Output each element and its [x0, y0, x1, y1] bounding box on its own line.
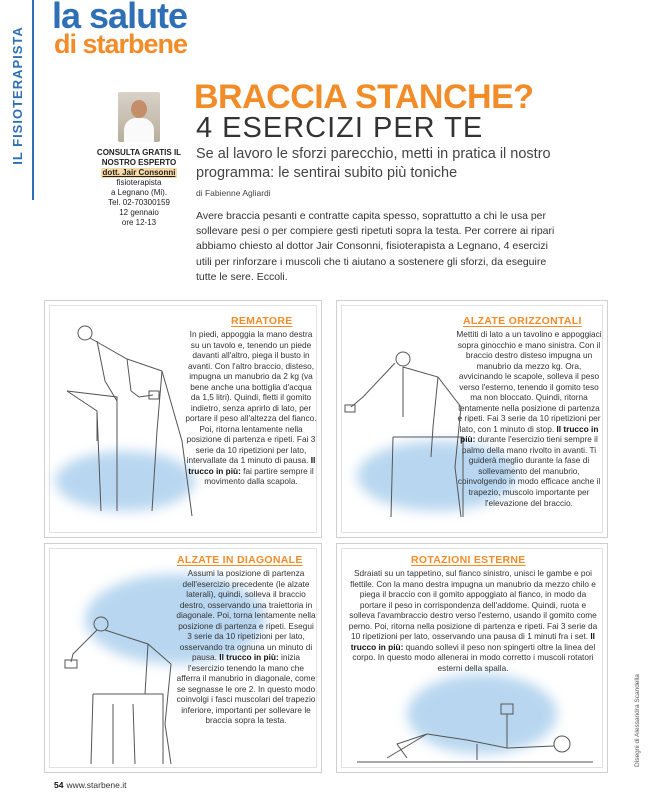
expert-city: a Legnano (Mi).: [110, 188, 168, 197]
exercise-card-rematore: [44, 300, 322, 538]
expert-name: dott. Jair Consonni: [102, 168, 176, 177]
rotazioni-esterne-illustration: [357, 674, 597, 769]
site-url: www.starbene.it: [66, 780, 127, 790]
expert-hours: ore 12-13: [121, 218, 157, 227]
page-number: 54: [54, 780, 64, 790]
page-footer: [54, 780, 126, 790]
illustration-credit: Disegni di Alessandra Scandella: [633, 673, 641, 767]
exercise-card-alzate-orizzontali: [336, 300, 608, 538]
alzate-diagonale-illustration: [53, 584, 193, 769]
expert-date: 12 gennaio: [119, 208, 159, 217]
article-title: BRACCIA STANCHE?: [194, 78, 534, 116]
expert-photo: [118, 92, 160, 142]
exercise-title: REMATORE: [231, 315, 293, 327]
exercise-card-rotazioni-esterne: [336, 543, 608, 773]
article-intro: Avere braccia pesanti e contratte capita spesso, soprattutto a chi le usa per sollevare pesi o per compiere gesti ripetuti sopra la testa. Per correre ai ripari abbiamo chiesto al dottor Jair Consonni, fisioterapista a Legnano, 4 esercizi utili per rinforzare i muscoli che ti aiutano a sostenere gli sforzi, da eseguire tutte le sere. Eccoli.: [196, 210, 555, 283]
exercise-card-alzate-diagonale: [44, 543, 322, 773]
section-label: IL FISIOTERAPISTA: [9, 25, 25, 165]
exercise-title: ALZATE ORIZZONTALI: [463, 315, 582, 327]
expert-box: [94, 92, 184, 228]
expert-role: fisioterapista: [116, 178, 162, 187]
expert-phone: Tel. 02-70300159: [108, 198, 170, 207]
masthead-title: la salute: [52, 0, 188, 36]
article-byline: di Fabienne Agliardi: [196, 188, 271, 198]
exercise-text: Assumi la posizione di partenza dell'esercizio precedente (le alzate laterali), quindi, solleva il braccio destro, osservando una traiettoria in diagonale. Poi, torna lentamente nella posizione di partenza e ripeti. Esegui 3 serie da 10 ripetizioni per lato, osservando tra ognuna un minuto di pausa. Il trucco in più: inizia l'esercizio tenendo la mano che afferra il manubrio in diagonale, come se segnasse le ore 2. In questo modo coinvolgi i fasci muscolari del trapezio inferiore, importanti per sollevare le braccia sopra la testa.: [176, 568, 316, 726]
article-standfirst: Se al lavoro le sforzi parecchio, metti in pratica il nostro programma: le sentirai subito più toniche: [196, 146, 551, 181]
exercise-title: ALZATE IN DIAGONALE: [177, 554, 303, 566]
exercise-text: In piedi, appoggia la mano destra su un tavolo e, tenendo un piede davanti all'altro, piega il busto in avanti. Con l'altro braccio, disteso, impugna un manubrio da 2 kg (va bene anche una bottiglia d'acqua da 1,5 litri). Quindi, fletti il gomito indietro, senza aprirlo di lato, per portare il peso all'altezza del fianco. Poi, ritorna lentamente nella posizione di partenza e ripeti. Fai 3 serie da 10 ripetizioni per lato, intervallate da 1 minuto di pausa. Il trucco in più: fai partire sempre il movimento dalla scapola.: [185, 329, 317, 487]
section-divider: [32, 0, 34, 200]
masthead: [52, 0, 188, 60]
exercise-text: Mettiti di lato a un tavolino e appoggiaci sopra ginocchio e mano sinistra. Con il braccio destro disteso impugna un manubrio da mezzo kg. Ora, avvicinando le scapole, solleva il peso verso l'esterno, tenendo il gomito teso ma non bloccato. Quindi, ritorna lentamente nella posizione di partenza e ripeti. Fai 3 serie da 10 ripetizioni per lato, con 1 minuto di stop. Il trucco in più: durante l'esercizio tieni sempre il palmo della mano rivolto in avanti. Ti guiderà meglio durante la fase di sollevamento del manubrio, coinvolgendo in modo efficace anche il trapezio, muscolo importante per l'elevazione del braccio.: [456, 329, 602, 508]
expert-cta: CONSULTA GRATIS IL NOSTRO ESPERTO: [96, 148, 182, 167]
exercise-text: Sdraiati su un tappetino, sul fianco sinistro, unisci le gambe e poi flettile. Con la mano destra impugna un manubrio da mezzo chilo e piega il braccio con il gomito appoggiato al fianco, in modo da portare il peso in corrispondenza dell'addome. Quindi, ruota e solleva l'avambraccio destro verso l'esterno, usando il gomito come perno. Poi, ritorna nella posizione di partenza e ripeti. Fai 3 serie da 10 ripetizioni per lato, osservando una pausa di 1 minuti fra i set. Il trucco in più: quando sollevi il peso non spingerti oltre la linea del corpo. In questo modo allenerai in modo corretto i muscoli rotatori esterni della spalla.: [348, 568, 598, 673]
masthead-subtitle: di starbene: [54, 29, 188, 60]
exercise-title: ROTAZIONI ESTERNE: [411, 554, 526, 566]
article-subtitle: 4 ESERCIZI PER TE: [196, 112, 484, 144]
